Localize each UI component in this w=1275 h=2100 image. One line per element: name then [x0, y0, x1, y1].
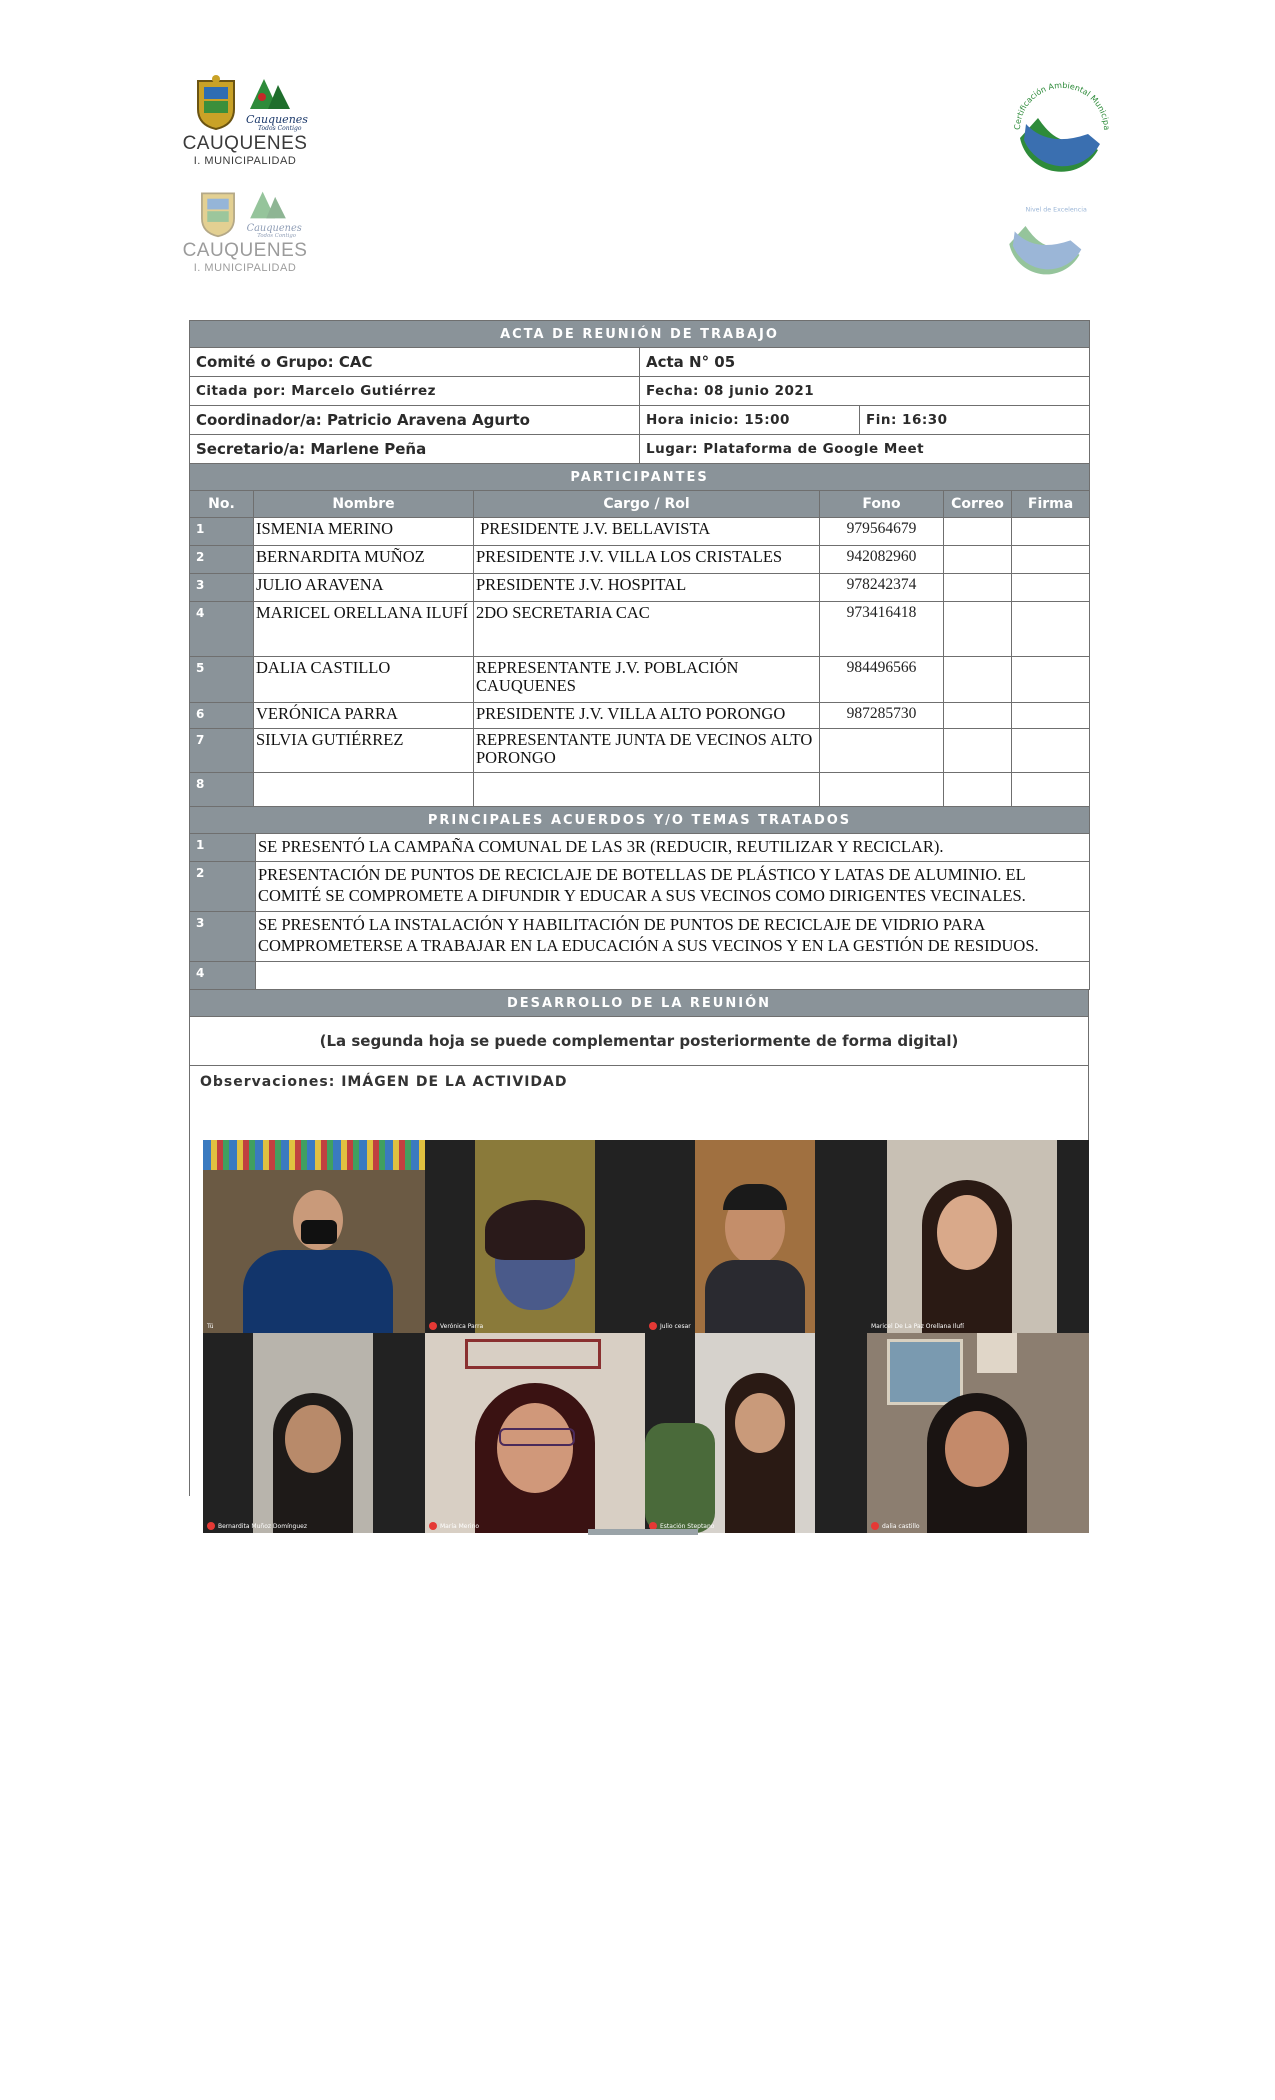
- col-nombre: Nombre: [254, 491, 474, 518]
- participant-name: ISMENIA MERINO: [254, 518, 474, 546]
- row-number: 7: [190, 729, 254, 773]
- participant-signature: [1012, 703, 1090, 729]
- participantes-title: PARTICIPANTES: [190, 464, 1090, 491]
- participant-signature: [1012, 602, 1090, 657]
- participant-name: JULIO ARAVENA: [254, 574, 474, 602]
- participant-name: DALIA CASTILLO: [254, 657, 474, 703]
- row-number: 6: [190, 703, 254, 729]
- table-row: [190, 602, 1090, 657]
- participant-phone: 979564679: [820, 518, 944, 546]
- col-firma: Firma: [1012, 491, 1090, 518]
- participant-phone: 987285730: [820, 703, 944, 729]
- list-item: [190, 834, 1090, 862]
- row-number: 3: [190, 574, 254, 602]
- participant-phone: 978242374: [820, 574, 944, 602]
- slogan-line1: Cauquenes: [246, 222, 302, 234]
- participant-label: dalia castillo: [871, 1522, 920, 1530]
- fecha-field: Fecha: 08 junio 2021: [640, 377, 1090, 406]
- table-row: [190, 518, 1090, 546]
- col-cargo: Cargo / Rol: [474, 491, 820, 518]
- table-row: [190, 546, 1090, 574]
- citada-field: Citada por: Marcelo Gutiérrez: [190, 377, 640, 406]
- list-item: [190, 962, 1090, 990]
- city-subtitle: I. MUNICIPALIDAD: [193, 262, 297, 274]
- participant-label: Bernardita Muñoz Domínguez: [207, 1522, 307, 1530]
- acuerdos-title: PRINCIPALES ACUERDOS Y/O TEMAS TRATADOS: [190, 807, 1090, 834]
- acuerdo-text: PRESENTACIÓN DE PUNTOS DE RECICLAJE DE BOTELLAS DE PLÁSTICO Y LATAS DE ALUMINIO. EL COMITÉ SE COMPROMETE A DIFUNDIR Y EDUCAR A SUS VECINOS COMO DIRIGENTES VECINALES.: [256, 862, 1090, 912]
- participant-label: Tú: [207, 1323, 214, 1330]
- participant-email: [944, 773, 1012, 807]
- participant-label: Maricel De La Paz Orellana Ilufí: [871, 1323, 964, 1330]
- participant-phone: 942082960: [820, 546, 944, 574]
- participant-email: [944, 574, 1012, 602]
- participant-role: REPRESENTANTE J.V. POBLACIÓN CAUQUENES: [474, 657, 820, 703]
- video-tile: [645, 1333, 867, 1533]
- table-row: [190, 773, 1090, 807]
- acuerdo-text: SE PRESENTÓ LA CAMPAÑA COMUNAL DE LAS 3R (REDUCIR, REUTILIZAR Y RECICLAR).: [256, 834, 1090, 862]
- video-tile: [203, 1333, 425, 1533]
- participant-signature: [1012, 518, 1090, 546]
- participant-name: BERNARDITA MUÑOZ: [254, 546, 474, 574]
- city-subtitle: I. MUNICIPALIDAD: [193, 155, 297, 167]
- row-number: 3: [190, 912, 256, 962]
- meeting-screenshot: [203, 1140, 1089, 1533]
- mic-off-icon: [871, 1522, 879, 1530]
- video-tile: [867, 1333, 1089, 1533]
- participant-signature: [1012, 546, 1090, 574]
- mic-off-icon: [429, 1322, 437, 1330]
- participant-email: [944, 729, 1012, 773]
- participant-signature: [1012, 657, 1090, 703]
- lugar-field: Lugar: Plataforma de Google Meet: [640, 435, 1090, 464]
- participant-role: PRESIDENTE J.V. HOSPITAL: [474, 574, 820, 602]
- tree-icon: [244, 75, 308, 132]
- participant-role: PRESIDENTE J.V. BELLAVISTA: [474, 518, 820, 546]
- slogan-line1: Cauquenes: [246, 113, 308, 126]
- acuerdos-table: [189, 806, 1090, 990]
- certification-seal: [1008, 78, 1118, 178]
- crest-icon: [194, 75, 238, 131]
- municipal-logo: [180, 75, 310, 167]
- participant-email: [944, 703, 1012, 729]
- participant-phone: [820, 773, 944, 807]
- col-no: No.: [190, 491, 254, 518]
- row-number: 1: [190, 518, 254, 546]
- participant-label: Estación Steptano: [649, 1522, 714, 1530]
- participant-signature: [1012, 773, 1090, 807]
- col-correo: Correo: [944, 491, 1012, 518]
- observaciones-title: Observaciones: IMÁGEN DE LA ACTIVIDAD: [200, 1074, 568, 1090]
- participant-name: VERÓNICA PARRA: [254, 703, 474, 729]
- acta-number: Acta N° 05: [640, 348, 1090, 377]
- participant-phone: 984496566: [820, 657, 944, 703]
- city-name: CAUQUENES: [182, 133, 308, 154]
- table-row: [190, 574, 1090, 602]
- comite-field: Comité o Grupo: CAC: [190, 348, 640, 377]
- list-item: [190, 862, 1090, 912]
- video-tile: [203, 1140, 425, 1333]
- table-row: [190, 657, 1090, 703]
- participant-email: [944, 518, 1012, 546]
- row-number: 2: [190, 546, 254, 574]
- participant-name: SILVIA GUTIÉRREZ: [254, 729, 474, 773]
- participant-email: [944, 602, 1012, 657]
- video-tile: [425, 1333, 645, 1533]
- participant-email: [944, 546, 1012, 574]
- row-number: 4: [190, 602, 254, 657]
- participant-role: PRESIDENTE J.V. VILLA ALTO PORONGO: [474, 703, 820, 729]
- video-tile: [867, 1140, 1089, 1333]
- table-row: [190, 703, 1090, 729]
- crest-icon: [198, 188, 238, 238]
- participant-label: María Merino: [429, 1522, 479, 1530]
- participant-name: MARICEL ORELLANA ILUFÍ: [254, 602, 474, 657]
- mic-off-icon: [649, 1322, 657, 1330]
- certification-seal-faded: [998, 190, 1098, 280]
- row-number: 1: [190, 834, 256, 862]
- row-number: 2: [190, 862, 256, 912]
- row-number: 5: [190, 657, 254, 703]
- row-number: 8: [190, 773, 254, 807]
- tree-icon: [244, 188, 302, 240]
- hora-inicio-field: Hora inicio: 15:00: [640, 406, 860, 435]
- mic-off-icon: [207, 1522, 215, 1530]
- cert-text: Certificación Ambiental Municipa: [1012, 80, 1112, 131]
- video-tile: [425, 1140, 645, 1333]
- meeting-toolbar: [588, 1529, 698, 1535]
- participant-label: Verónica Parra: [429, 1322, 483, 1330]
- participantes-table: [189, 463, 1090, 807]
- acta-title: ACTA DE REUNIÓN DE TRABAJO: [190, 321, 1090, 348]
- participant-phone: [820, 729, 944, 773]
- desarrollo-note: (La segunda hoja se puede complementar posteriormente de forma digital): [190, 1017, 1089, 1066]
- participant-email: [944, 657, 1012, 703]
- acta-header-table: [189, 320, 1090, 464]
- municipal-logo-faded: [180, 188, 310, 274]
- participant-signature: [1012, 574, 1090, 602]
- desarrollo-title: DESARROLLO DE LA REUNIÓN: [190, 990, 1089, 1017]
- participant-phone: 973416418: [820, 602, 944, 657]
- row-number: 4: [190, 962, 256, 990]
- coordinador-field: Coordinador/a: Patricio Aravena Agurto: [190, 406, 640, 435]
- participant-name: [254, 773, 474, 807]
- cert-level: Nivel de Excelencia: [1025, 206, 1087, 214]
- participant-label: Julio cesar: [649, 1322, 691, 1330]
- fin-field: Fin: 16:30: [860, 406, 1090, 435]
- participant-signature: [1012, 729, 1090, 773]
- list-item: [190, 912, 1090, 962]
- participant-role: [474, 773, 820, 807]
- participant-role: REPRESENTANTE JUNTA DE VECINOS ALTO PORONGO: [474, 729, 820, 773]
- acuerdo-text: SE PRESENTÓ LA INSTALACIÓN Y HABILITACIÓN DE PUNTOS DE RECICLAJE DE VIDRIO PARA COMPROMETERSE A TRABAJAR EN LA EDUCACIÓN A SUS VECINOS Y EN LA GESTIÓN DE RESIDUOS.: [256, 912, 1090, 962]
- acuerdo-text: [256, 962, 1090, 990]
- slogan-line2: Todos Contigo: [257, 233, 296, 240]
- col-fono: Fono: [820, 491, 944, 518]
- video-tile: [645, 1140, 867, 1333]
- mic-off-icon: [429, 1522, 437, 1530]
- city-name: CAUQUENES: [182, 240, 308, 261]
- slogan-line2: Todos Contigo: [258, 125, 302, 132]
- participant-role: 2DO SECRETARIA CAC: [474, 602, 820, 657]
- participant-role: PRESIDENTE J.V. VILLA LOS CRISTALES: [474, 546, 820, 574]
- table-row: [190, 729, 1090, 773]
- secretario-field: Secretario/a: Marlene Peña: [190, 435, 640, 464]
